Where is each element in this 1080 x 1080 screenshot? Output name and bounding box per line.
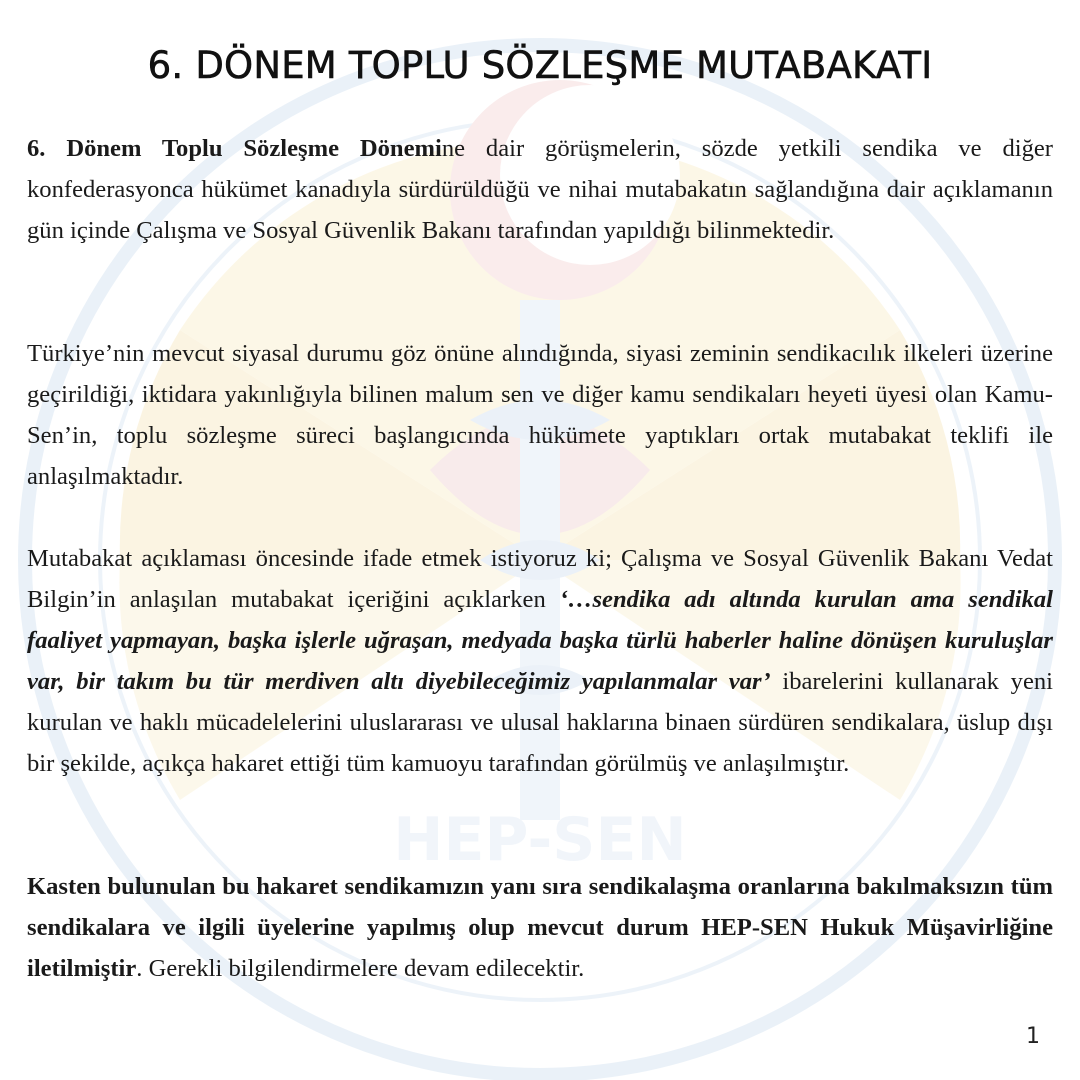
watermark-text: HEP-SEN bbox=[393, 805, 687, 875]
paragraph-1-text: ne dair görüşmelerin, sözde yetkili sendika ve diğer konfederasyonca hükümet kanadıyla sürdürüldüğü ve nihai mutabakatın sağlandığına dair açıklamanın gün içinde Çalışma ve Sosyal Güvenlik Bakanı tarafından yapıldığı bilinmektedir. bbox=[27, 135, 1053, 244]
paragraph-1 bbox=[27, 128, 1053, 251]
paragraph-3-outro: ibarelerini kullanarak yeni kurulan ve haklı mücadelelerini uluslararası ve ulusal haklarına binaen sürdüren sendikalara, üslup dışı bir şekilde, açıkça hakaret ettiği tüm kamuoyu tarafından görülmüş ve anlaşılmıştır. bbox=[27, 668, 1053, 777]
paragraph-2-text: Türkiye’nin mevcut siyasal durumu göz önüne alındığında, siyasi zeminin sendikacılık ilkeleri üzerine geçirildiği, iktidara yakınlığıyla bilinen malum sen ve diğer kamu sendikaları heyeti üyesi olan Kamu-Sen’in, toplu sözleşme süreci başlangıcında hükümete yaptıkları ortak mutabakat teklifi ile anlaşılmaktadır. bbox=[27, 340, 1053, 490]
paragraph-4-text: . Gerekli bilgilendirmelere devam edilecektir. bbox=[136, 955, 585, 982]
paragraph-4 bbox=[27, 866, 1053, 989]
document-body bbox=[27, 0, 1053, 1080]
paragraph-1-bold-lead: 6. Dönem Toplu Sözleşme Dönemi bbox=[27, 135, 442, 162]
paragraph-3 bbox=[27, 538, 1053, 784]
page-number: 1 bbox=[1026, 1024, 1040, 1049]
paragraph-2 bbox=[27, 333, 1053, 497]
paragraph-4-bold-part: Kasten bulunulan bu hakaret sendikamızın yanı sıra sendikalaşma oranlarına bakılmaksızın tüm sendikalara ve ilgili üyelerine yapılmış olup mevcut durum HEP-SEN Hukuk Müşavirliğine iletilmiştir bbox=[27, 873, 1053, 982]
paragraph-3-quote: ‘…sendika adı altında kurulan ama sendikal faaliyet yapmayan, başka işlerle uğraşan, medyada başka türlü haberler haline dönüşen kuruluşlar var, bir takım bu tür merdiven altı diyebileceğimiz yapılanmalar var’ bbox=[27, 586, 1053, 695]
page-title: 6. DÖNEM TOPLU SÖZLEŞME MUTABAKATI bbox=[147, 44, 933, 87]
paragraph-3-intro: Mutabakat açıklaması öncesinde ifade etmek istiyoruz ki; Çalışma ve Sosyal Güvenlik Bakanı Vedat Bilgin’in anlaşılan mutabakat içeriğini açıklarken bbox=[27, 545, 1053, 613]
